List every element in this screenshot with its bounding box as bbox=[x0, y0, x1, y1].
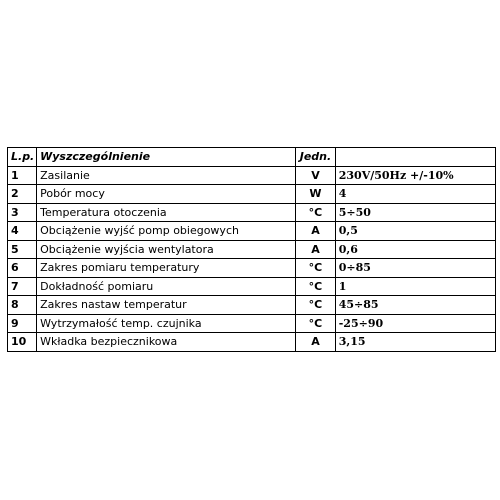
table-row bbox=[8, 296, 496, 315]
table-row bbox=[8, 259, 496, 278]
row-description: Wytrzymałość temp. czujnika bbox=[37, 314, 296, 333]
row-description: Zakres nastaw temperatur bbox=[37, 296, 296, 315]
row-value: 4 bbox=[335, 185, 495, 204]
row-value: 5÷50 bbox=[335, 203, 495, 222]
row-unit: °C bbox=[296, 314, 336, 333]
table-row bbox=[8, 203, 496, 222]
row-number: 1 bbox=[8, 166, 37, 185]
table-row bbox=[8, 166, 496, 185]
row-number: 4 bbox=[8, 222, 37, 241]
table-row bbox=[8, 333, 496, 352]
row-unit: °C bbox=[296, 259, 336, 278]
table-row bbox=[8, 222, 496, 241]
specification-table bbox=[7, 147, 496, 352]
row-value: -25÷90 bbox=[335, 314, 495, 333]
header-unit: Jedn. bbox=[296, 148, 336, 167]
row-unit: W bbox=[296, 185, 336, 204]
row-number: 10 bbox=[8, 333, 37, 352]
row-number: 6 bbox=[8, 259, 37, 278]
row-value: 1 bbox=[335, 277, 495, 296]
row-unit: °C bbox=[296, 277, 336, 296]
table-row bbox=[8, 185, 496, 204]
row-description: Zasilanie bbox=[37, 166, 296, 185]
table-row bbox=[8, 314, 496, 333]
row-unit: °C bbox=[296, 296, 336, 315]
row-description: Obciążenie wyjścia wentylatora bbox=[37, 240, 296, 259]
row-value: 45÷85 bbox=[335, 296, 495, 315]
row-description: Pobór mocy bbox=[37, 185, 296, 204]
row-description: Dokładność pomiaru bbox=[37, 277, 296, 296]
row-unit: A bbox=[296, 222, 336, 241]
row-number: 7 bbox=[8, 277, 37, 296]
row-value: 0,5 bbox=[335, 222, 495, 241]
row-value: 0,6 bbox=[335, 240, 495, 259]
row-number: 9 bbox=[8, 314, 37, 333]
header-lp: L.p. bbox=[8, 148, 37, 167]
row-number: 3 bbox=[8, 203, 37, 222]
row-description: Wkładka bezpiecznikowa bbox=[37, 333, 296, 352]
row-description: Obciążenie wyjść pomp obiegowych bbox=[37, 222, 296, 241]
row-number: 5 bbox=[8, 240, 37, 259]
table-header-row bbox=[8, 148, 496, 167]
table-row bbox=[8, 240, 496, 259]
header-value bbox=[335, 148, 495, 167]
row-unit: A bbox=[296, 240, 336, 259]
row-number: 8 bbox=[8, 296, 37, 315]
table-row bbox=[8, 277, 496, 296]
row-description: Zakres pomiaru temperatury bbox=[37, 259, 296, 278]
row-unit: V bbox=[296, 166, 336, 185]
row-value: 3,15 bbox=[335, 333, 495, 352]
row-number: 2 bbox=[8, 185, 37, 204]
row-value: 230V/50Hz +/-10% bbox=[335, 166, 495, 185]
row-description: Temperatura otoczenia bbox=[37, 203, 296, 222]
row-value: 0÷85 bbox=[335, 259, 495, 278]
row-unit: A bbox=[296, 333, 336, 352]
row-unit: °C bbox=[296, 203, 336, 222]
header-description: Wyszczególnienie bbox=[37, 148, 296, 167]
